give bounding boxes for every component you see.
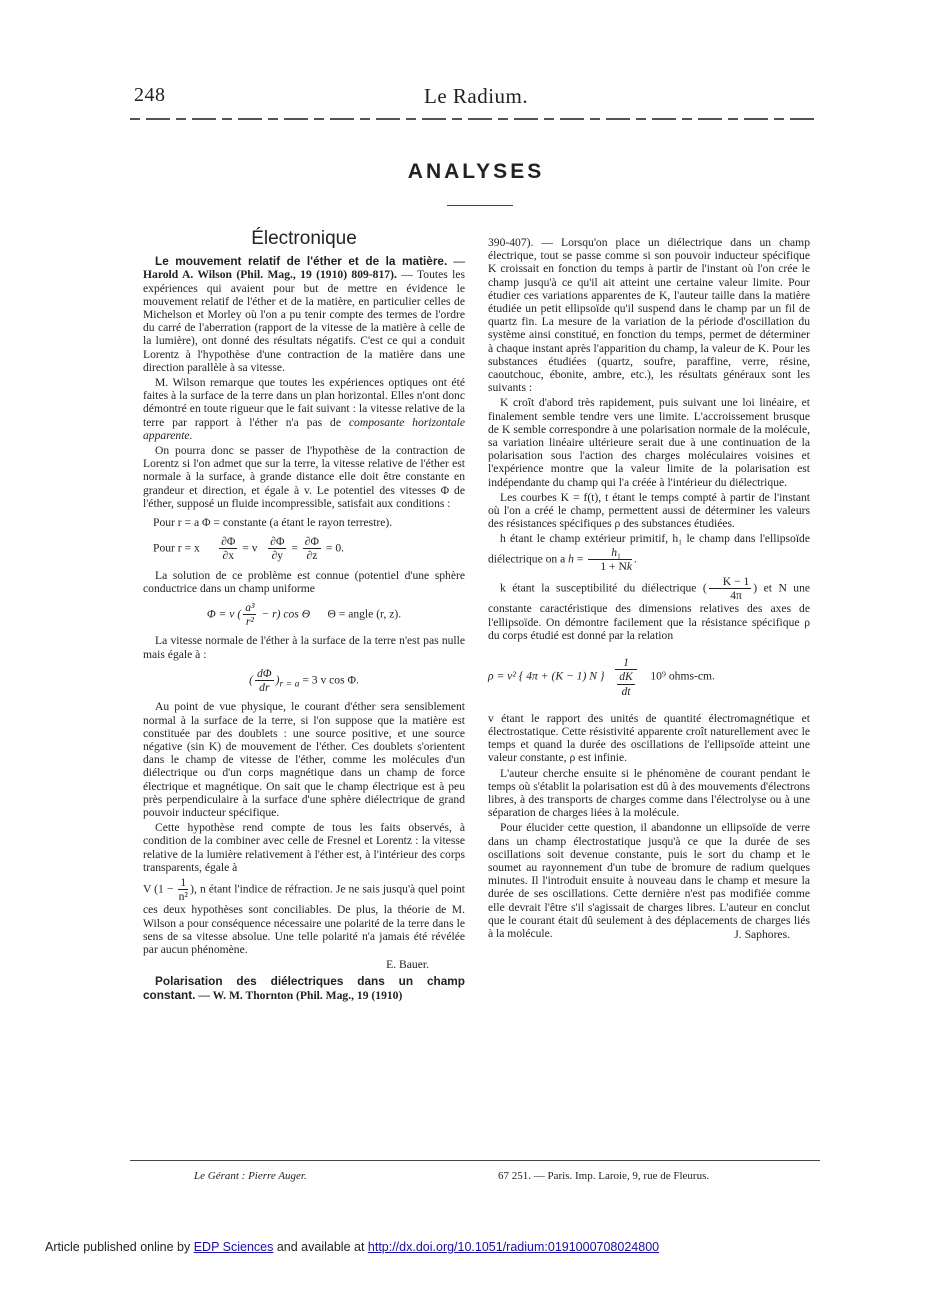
equation-3: Φ = v ( $\frac{\text{a³}}{\text{r²}}$ − r) cos Θ Θ = angle (r, z). xyxy=(206,601,402,629)
article1-signature: E. Bauer. xyxy=(386,958,429,972)
article2-paragraph-6: v étant le rapport des unités de quantité électromagnétique et électrostatique. Cette résistivité apparente croît naturellement avec le temps et quand la durée des oscillations de l'ellipsoïde atteint une valeur constante, ρ est infinie. xyxy=(488,711,810,765)
article2-paragraph-4: h étant le champ extérieur primitif, h₁ le champ dans l'ellipsoïde diélectrique on a h = $\frac{\text{h₁}}{1 + Nk}$ . xyxy=(488,532,810,573)
header-rule xyxy=(130,118,820,120)
right-column xyxy=(488,236,810,941)
pub-note-text-2: and available at xyxy=(273,1240,368,1254)
article2-paragraph-3: Les courbes K = f(t), t étant le temps compté à partir de l'instant où l'on a créé le champ, permettent aussi de déterminer les valeurs des résistances spécifiques ρ des substances étudiées. xyxy=(488,490,810,531)
article1-author: — Harold A. Wilson (Phil. Mag., 19 (1910) 809-817). xyxy=(143,255,465,282)
footer-right: 67 251. — Paris. Imp. Laroie, 9, rue de Fleurus. xyxy=(498,1170,710,1182)
subsection-heading: Électronique xyxy=(251,228,357,249)
article1-title: Le mouvement relatif de l'éther et de la matière. xyxy=(155,254,448,269)
article2-paragraph-5: k étant la susceptibilité du diélectrique ( $\frac{K - 1}{4\pi}$ ) et N une constante caractéristique des dimensions relatives des axes de l'ellipsoïde. On démontre facilement que la résistance spécifique ρ du corps étudié est donné par la relation xyxy=(488,575,811,642)
article2-paragraph-7: L'auteur cherche ensuite si le phénomène de courant pendant le temps où s'établit la polarisation est dû à des mouvements d'électrons libres, à des transports de charges comme dans l'électrolyse ou à une séparation de charges liées à la molécule. xyxy=(488,766,810,820)
article1-emphasis: composante horizontale apparente. xyxy=(143,415,465,442)
article1-paragraph-4: La solution de ce problème est connue (potentiel d'une sphère conductrice dans un champ uniforme xyxy=(143,568,465,595)
article2-title: Polarisation des diélectriques dans un champ constant. xyxy=(143,974,465,1002)
article1-text-1: — Toutes les expériences qui avaient pour but de mettre en évidence le mouvement relatif de l'éther et de la matière, en particulier celles de Michelson et Morley où l'on a pu tenir compte des termes de l'ordre du carré de l'aberration (rapport de la vitesse de la matière à celle de la lumière), ont donné des résultats négatifs. C'est ce qui a conduit Lorentz à l'hypothèse d'une contraction de la matière dans une direction parallèle à sa vitesse. xyxy=(143,268,465,374)
article2-author: — W. M. Thornton (Phil. Mag., 19 (1910) xyxy=(198,988,403,1002)
pub-note-text-1: Article published online by xyxy=(45,1240,194,1254)
article1-paragraph-6: Au point de vue physique, le courant d'éther sera sensiblement normal à la surface de la terre, si l'on suppose que la matière est constituée par des doublets : une source positive, et une source négative (sin K) de mouvement de l'éther. Ces doublets s'orientent dans le champ de vitesse de l'éther, comme les molécules d'un diélectrique ou d'un corps magnétique dans un champ de force électrique et magnétique. On sait que le champ électrique est à peu près perpendiculaire à la surface d'une sphère diélectrique de grand pouvoir inducteur spécifique. xyxy=(143,700,465,819)
article2-signature: J. Saphores. xyxy=(734,928,790,942)
equation-1: Pour r = a Φ = constante (a étant le rayon terrestre). xyxy=(153,516,393,530)
journal-title: Le Radium. xyxy=(424,84,529,108)
section-title: ANALYSES xyxy=(407,160,545,183)
article1-paragraph-3: On pourra donc se passer de l'hypothèse de la contraction de Lorentz si l'on admet que sur la terre, la vitesse relative de l'éther est normale à la surface, à grande distance elle doit être constante en grandeur et direction, et égale à v. Le potentiel des vitesses Φ de l'éther, supposé un fluide incompressible, satisfait aux conditions : xyxy=(143,444,465,510)
article1-paragraph-2 xyxy=(143,376,465,442)
footer-left: Le Gérant : Pierre Auger. xyxy=(194,1170,307,1182)
page-number: 248 xyxy=(134,84,166,106)
footer-rule xyxy=(130,1160,820,1161)
rho-equation: ρ = v² { 4π + (K − 1) N } $\frac{1}{\frac{dK}{dt}}$ 10⁹ ohms-cm. xyxy=(488,656,715,698)
equation-4: ( $\frac{d\Phi}{dr}$ )$_{r = a} = 3$ v cos Φ. xyxy=(249,666,359,695)
equation-4-right: = 3 v cos Φ. xyxy=(302,673,359,687)
article2-text-5a: k étant la susceptibilité du diélectrique xyxy=(500,581,697,595)
article2-heading xyxy=(143,975,465,1001)
title-rule xyxy=(447,205,513,206)
article1-paragraph-5: La vitesse normale de l'éther à la surface de la terre n'est pas nulle mais égale à : xyxy=(143,634,465,661)
publication-note xyxy=(45,1240,659,1254)
equation-3-right: Θ = angle (r, z). xyxy=(327,607,402,621)
article2-paragraph-1: 390-407). — Lorsqu'on place un diélectrique dans un champ électrique, tout se passe comme si son pouvoir inducteur spécifique K croissait en fonction du temps à partir de l'instant où l'on crée le champ jusqu'à ce qu'il ait atteint une certaine valeur limite. Pour étudier ces variations apparentes de K, l'auteur taille dans la matière étudiée un petit ellipsoïde qu'il suspend dans le champ par un fil de quartz fin. La mesure de la variation de la période d'oscillation du système ainsi constitué, en fonction du temps, permet de déterminer à chaque instant après l'apparition du champ, la valeur de K. Pour les substances étudiées (quartz, soufre, paraffine, verre, résine, caoutchouc, ébonite, ambre, etc.), les résultats généraux sont les suivants : xyxy=(488,236,810,395)
equation-2-label: Pour r = x xyxy=(153,541,200,555)
article1-paragraph-7: Cette hypothèse rend compte de tous les faits observés, à condition de la combiner avec celle de Fresnel et Lorentz : la vitesse relative de la lumière relativement à l'éther est, à l'intérieur des corps transparents, égale à xyxy=(143,821,465,874)
article2-paragraph-8: Pour élucider cette question, il abandonne un ellipsoïde de verre dans un champ électrostatique jusqu'à ce que la durée de ses oscillations soit devenue constante, puis le sort du champ et le soumet au rayonnement d'un tube de bromure de radium quelques minutes. Il l'introduit ensuite à nouveau dans le champ et mesure la durée de ses oscillations. Cette dernière n'est pas modifiée comme elle devrait l'être s'il s'agissait de charges libres. L'auteur en conclut que le courant était dû seulement à des déplacements de charges liés à la molécule. xyxy=(488,821,810,940)
left-column xyxy=(143,228,465,1004)
article1-paragraph-1 xyxy=(143,255,465,374)
article1-paragraph-8: V (1 − $\frac{1}{\text{n²}}$ ), n étant l'indice de réfraction. Je ne sais jusqu'à quel point ces deux hypothèses sont conciliables. De plus, la théorie de M. Wilson a pour conséquence nécessaire une polarité de la terre dans le sens de sa vitesse absolue. Une telle polarité n'a jamais été révélée par aucun phénomène. xyxy=(143,875,465,956)
article2-text-5b: et N une constante caractéristique des dimensions relatives des axes de l'ellipsoïde. On démontre facilement que la résistance spécifique ρ du corps étudié est donné par la relation xyxy=(488,581,811,642)
doi-link[interactable]: http://dx.doi.org/10.1051/radium:0191000708024800 xyxy=(367,1240,660,1254)
publisher-link[interactable]: EDP Sciences xyxy=(193,1240,274,1254)
article2-text-4: h étant le champ extérieur primitif, h₁ le champ dans l'ellipsoïde diélectrique on a xyxy=(488,532,810,566)
equation-2: Pour r = x $\frac{\partial\Phi}{\partial x}$ = v $\frac{\partial\Phi}{\partial y}$ = $\frac{\partial\Phi}{\partial z}$ = 0. xyxy=(153,535,345,563)
article1-text-8: n étant l'indice de réfraction. Je ne sais jusqu'à quel point ces deux hypothèses sont conciliables. De plus, la théorie de M. Wilson a pour conséquence nécessaire une polarité de la terre dans le sens de sa vitesse absolue. Une telle polarité n'a jamais été révélée par aucun phénomène. xyxy=(143,882,465,956)
rho-unit: 10⁹ ohms-cm. xyxy=(650,669,715,683)
article2-paragraph-2: K croît d'abord très rapidement, puis suivant une loi linéaire, et finalement semble tendre vers une limite. L'accroissement brusque de K semble correspondre à une polarisation normale de la molécule, sa variation linéaire ultérieure serait due à une continuation de la polarisation sous l'action des charges moléculaires voisines et l'expérience montre que la valeur limite de la polarisation est indépendante du champ qui l'a créée à l'intérieur du diélectrique. xyxy=(488,396,810,489)
article1-text-2: M. Wilson remarque que toutes les expériences optiques ont été faites à la surface de la terre dans un plan horizontal. Elles n'ont donc démontré en toute rigueur que le fait suivant : la vitesse relative de la terre par rapport à l'éther n'a pas de xyxy=(143,376,465,429)
